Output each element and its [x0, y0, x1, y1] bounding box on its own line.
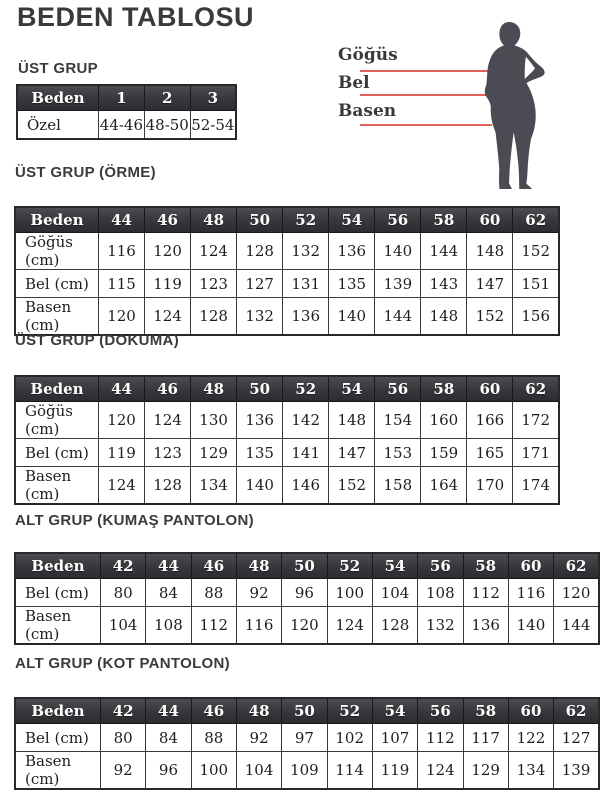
value-cell: 120 — [99, 402, 145, 439]
size-column-header: 52 — [327, 553, 372, 579]
size-column-header: 44 — [146, 698, 191, 724]
value-cell: 147 — [329, 439, 375, 467]
value-cell: 104 — [101, 607, 146, 645]
table-alt-grup-kot-pantolon — [14, 697, 600, 790]
row-label-header: Beden — [15, 698, 101, 724]
table-row — [15, 402, 559, 439]
row-label-cell: Göğüs (cm) — [15, 233, 99, 270]
size-column-header: 44 — [146, 553, 191, 579]
value-cell: 96 — [146, 752, 191, 790]
value-cell: 148 — [467, 233, 513, 270]
size-column-header: 58 — [463, 553, 508, 579]
value-cell: 84 — [146, 579, 191, 607]
table-row — [15, 298, 559, 336]
size-column-header: 50 — [237, 207, 283, 233]
size-column-header: 50 — [282, 553, 327, 579]
value-cell: 120 — [145, 233, 191, 270]
value-cell: 141 — [283, 439, 329, 467]
size-column-header: 52 — [283, 207, 329, 233]
size-column-header: 46 — [191, 698, 236, 724]
value-cell: 114 — [327, 752, 372, 790]
size-column-header: 44 — [99, 376, 145, 402]
value-cell: 116 — [508, 579, 553, 607]
value-cell: 134 — [508, 752, 553, 790]
value-cell: 159 — [421, 439, 467, 467]
value-cell: 122 — [508, 724, 553, 752]
value-cell: 148 — [421, 298, 467, 336]
size-column-header: 48 — [191, 207, 237, 233]
size-column-header: 60 — [467, 207, 513, 233]
value-cell: 140 — [237, 467, 283, 505]
value-cell: 139 — [375, 270, 421, 298]
row-label-header: Beden — [15, 376, 99, 402]
value-cell: 112 — [463, 579, 508, 607]
value-cell: 147 — [467, 270, 513, 298]
table-row — [15, 579, 599, 607]
value-cell: 109 — [282, 752, 327, 790]
value-cell: 88 — [191, 579, 236, 607]
section-heading-alt-grup-kumas: ALT GRUP (KUMAŞ PANTOLON) — [15, 512, 254, 529]
value-cell: 136 — [329, 233, 375, 270]
value-cell: 112 — [191, 607, 236, 645]
value-cell: 144 — [375, 298, 421, 336]
size-column-header: 62 — [554, 698, 599, 724]
value-cell: 120 — [554, 579, 599, 607]
size-column-header: 58 — [463, 698, 508, 724]
size-column-header: 44 — [99, 207, 145, 233]
size-column-header: 42 — [101, 698, 146, 724]
size-column-header: 52 — [283, 376, 329, 402]
value-cell: 144 — [421, 233, 467, 270]
value-cell: 92 — [101, 752, 146, 790]
size-column-header: 1 — [99, 85, 145, 111]
size-column-header: 58 — [421, 207, 467, 233]
value-cell: 134 — [191, 467, 237, 505]
value-cell: 135 — [329, 270, 375, 298]
value-cell: 132 — [283, 233, 329, 270]
table-ust-grup-orme — [14, 206, 560, 336]
value-cell: 104 — [372, 579, 417, 607]
value-cell: 80 — [101, 724, 146, 752]
value-cell: 160 — [421, 402, 467, 439]
value-cell: 44-46 — [99, 111, 145, 140]
value-cell: 131 — [283, 270, 329, 298]
size-column-header: 3 — [190, 85, 236, 111]
size-column-header: 46 — [145, 376, 191, 402]
size-column-header: 48 — [236, 553, 281, 579]
value-cell: 136 — [463, 607, 508, 645]
size-column-header: 46 — [191, 553, 236, 579]
page-title: BEDEN TABLOSU — [17, 2, 255, 32]
row-label-cell: Bel (cm) — [15, 579, 101, 607]
row-label-header: Beden — [17, 85, 99, 111]
section-heading-ust-grup-orme: ÜST GRUP (ÖRME) — [15, 164, 156, 181]
value-cell: 100 — [327, 579, 372, 607]
size-column-header: 46 — [145, 207, 191, 233]
value-cell: 52-54 — [190, 111, 236, 140]
value-cell: 115 — [99, 270, 145, 298]
value-cell: 140 — [375, 233, 421, 270]
value-cell: 140 — [329, 298, 375, 336]
value-cell: 123 — [191, 270, 237, 298]
value-cell: 148 — [329, 402, 375, 439]
table-header-row — [15, 207, 559, 233]
value-cell: 140 — [508, 607, 553, 645]
value-cell: 128 — [237, 233, 283, 270]
size-column-header: 2 — [144, 85, 190, 111]
value-cell: 112 — [418, 724, 463, 752]
value-cell: 127 — [237, 270, 283, 298]
value-cell: 120 — [99, 298, 145, 336]
value-cell: 128 — [191, 298, 237, 336]
row-label-cell: Bel (cm) — [15, 439, 99, 467]
value-cell: 153 — [375, 439, 421, 467]
value-cell: 104 — [236, 752, 281, 790]
basen-pointer-line — [360, 124, 492, 126]
section-heading-ust-grup: ÜST GRUP — [18, 60, 98, 77]
size-column-header: 50 — [282, 698, 327, 724]
value-cell: 124 — [145, 298, 191, 336]
size-column-header: 62 — [554, 553, 599, 579]
value-cell: 100 — [191, 752, 236, 790]
size-column-header: 58 — [421, 376, 467, 402]
size-column-header: 54 — [372, 698, 417, 724]
value-cell: 142 — [283, 402, 329, 439]
size-column-header: 60 — [508, 698, 553, 724]
row-label-cell: Bel (cm) — [15, 724, 101, 752]
row-label-cell: Göğüs (cm) — [15, 402, 99, 439]
table-row — [15, 724, 599, 752]
value-cell: 164 — [421, 467, 467, 505]
size-column-header: 48 — [236, 698, 281, 724]
value-cell: 116 — [236, 607, 281, 645]
woman-silhouette-icon — [477, 21, 550, 190]
value-cell: 174 — [513, 467, 559, 505]
table-alt-grup-kumas-pantolon — [14, 552, 600, 645]
value-cell: 170 — [467, 467, 513, 505]
table-header-row — [15, 553, 599, 579]
value-cell: 166 — [467, 402, 513, 439]
value-cell: 158 — [375, 467, 421, 505]
value-cell: 80 — [101, 579, 146, 607]
value-cell: 124 — [145, 402, 191, 439]
size-column-header: 56 — [375, 207, 421, 233]
value-cell: 171 — [513, 439, 559, 467]
row-label-cell: Özel — [17, 111, 99, 140]
size-column-header: 60 — [467, 376, 513, 402]
table-row — [15, 467, 559, 505]
value-cell: 124 — [327, 607, 372, 645]
value-cell: 119 — [145, 270, 191, 298]
value-cell: 132 — [237, 298, 283, 336]
measure-label-gogus: Göğüs — [338, 45, 398, 65]
value-cell: 123 — [145, 439, 191, 467]
value-cell: 97 — [282, 724, 327, 752]
value-cell: 136 — [283, 298, 329, 336]
table-header-row — [15, 698, 599, 724]
size-column-header: 48 — [191, 376, 237, 402]
value-cell: 152 — [329, 467, 375, 505]
size-column-header: 62 — [513, 376, 559, 402]
value-cell: 152 — [513, 233, 559, 270]
value-cell: 108 — [418, 579, 463, 607]
value-cell: 128 — [372, 607, 417, 645]
value-cell: 116 — [99, 233, 145, 270]
value-cell: 108 — [146, 607, 191, 645]
value-cell: 120 — [282, 607, 327, 645]
value-cell: 117 — [463, 724, 508, 752]
value-cell: 154 — [375, 402, 421, 439]
table-ust-grup — [16, 84, 237, 140]
table-row — [15, 270, 559, 298]
size-column-header: 54 — [329, 376, 375, 402]
value-cell: 128 — [145, 467, 191, 505]
value-cell: 84 — [146, 724, 191, 752]
table-row — [17, 111, 236, 140]
value-cell: 124 — [99, 467, 145, 505]
size-column-header: 60 — [508, 553, 553, 579]
size-column-header: 54 — [329, 207, 375, 233]
size-column-header: 62 — [513, 207, 559, 233]
value-cell: 107 — [372, 724, 417, 752]
section-heading-ust-grup-dokuma: ÜST GRUP (DOKUMA) — [15, 332, 179, 349]
value-cell: 151 — [513, 270, 559, 298]
section-heading-alt-grup-kot: ALT GRUP (KOT PANTOLON) — [15, 655, 230, 672]
value-cell: 127 — [554, 724, 599, 752]
row-label-cell: Basen (cm) — [15, 752, 101, 790]
value-cell: 132 — [418, 607, 463, 645]
value-cell: 139 — [554, 752, 599, 790]
row-label-header: Beden — [15, 207, 99, 233]
table-row — [15, 233, 559, 270]
value-cell: 156 — [513, 298, 559, 336]
row-label-cell: Basen (cm) — [15, 607, 101, 645]
value-cell: 136 — [237, 402, 283, 439]
row-label-cell: Basen (cm) — [15, 298, 99, 336]
measure-label-basen: Basen — [338, 101, 397, 121]
table-row — [15, 607, 599, 645]
row-label-cell: Bel (cm) — [15, 270, 99, 298]
table-header-row — [15, 376, 559, 402]
table-header-row — [17, 85, 236, 111]
value-cell: 124 — [418, 752, 463, 790]
size-column-header: 56 — [418, 553, 463, 579]
value-cell: 129 — [191, 439, 237, 467]
value-cell: 129 — [463, 752, 508, 790]
size-column-header: 56 — [375, 376, 421, 402]
size-column-header: 50 — [237, 376, 283, 402]
size-column-header: 56 — [418, 698, 463, 724]
table-row — [15, 752, 599, 790]
value-cell: 92 — [236, 579, 281, 607]
size-column-header: 42 — [101, 553, 146, 579]
value-cell: 96 — [282, 579, 327, 607]
value-cell: 152 — [467, 298, 513, 336]
table-ust-grup-dokuma — [14, 375, 560, 505]
value-cell: 119 — [372, 752, 417, 790]
size-column-header: 52 — [327, 698, 372, 724]
value-cell: 172 — [513, 402, 559, 439]
row-label-header: Beden — [15, 553, 101, 579]
value-cell: 130 — [191, 402, 237, 439]
size-column-header: 54 — [372, 553, 417, 579]
value-cell: 119 — [99, 439, 145, 467]
value-cell: 144 — [554, 607, 599, 645]
table-row — [15, 439, 559, 467]
value-cell: 88 — [191, 724, 236, 752]
value-cell: 135 — [237, 439, 283, 467]
measure-label-bel: Bel — [338, 73, 370, 93]
row-label-cell: Basen (cm) — [15, 467, 99, 505]
value-cell: 92 — [236, 724, 281, 752]
value-cell: 146 — [283, 467, 329, 505]
value-cell: 143 — [421, 270, 467, 298]
value-cell: 124 — [191, 233, 237, 270]
value-cell: 102 — [327, 724, 372, 752]
value-cell: 48-50 — [144, 111, 190, 140]
value-cell: 165 — [467, 439, 513, 467]
